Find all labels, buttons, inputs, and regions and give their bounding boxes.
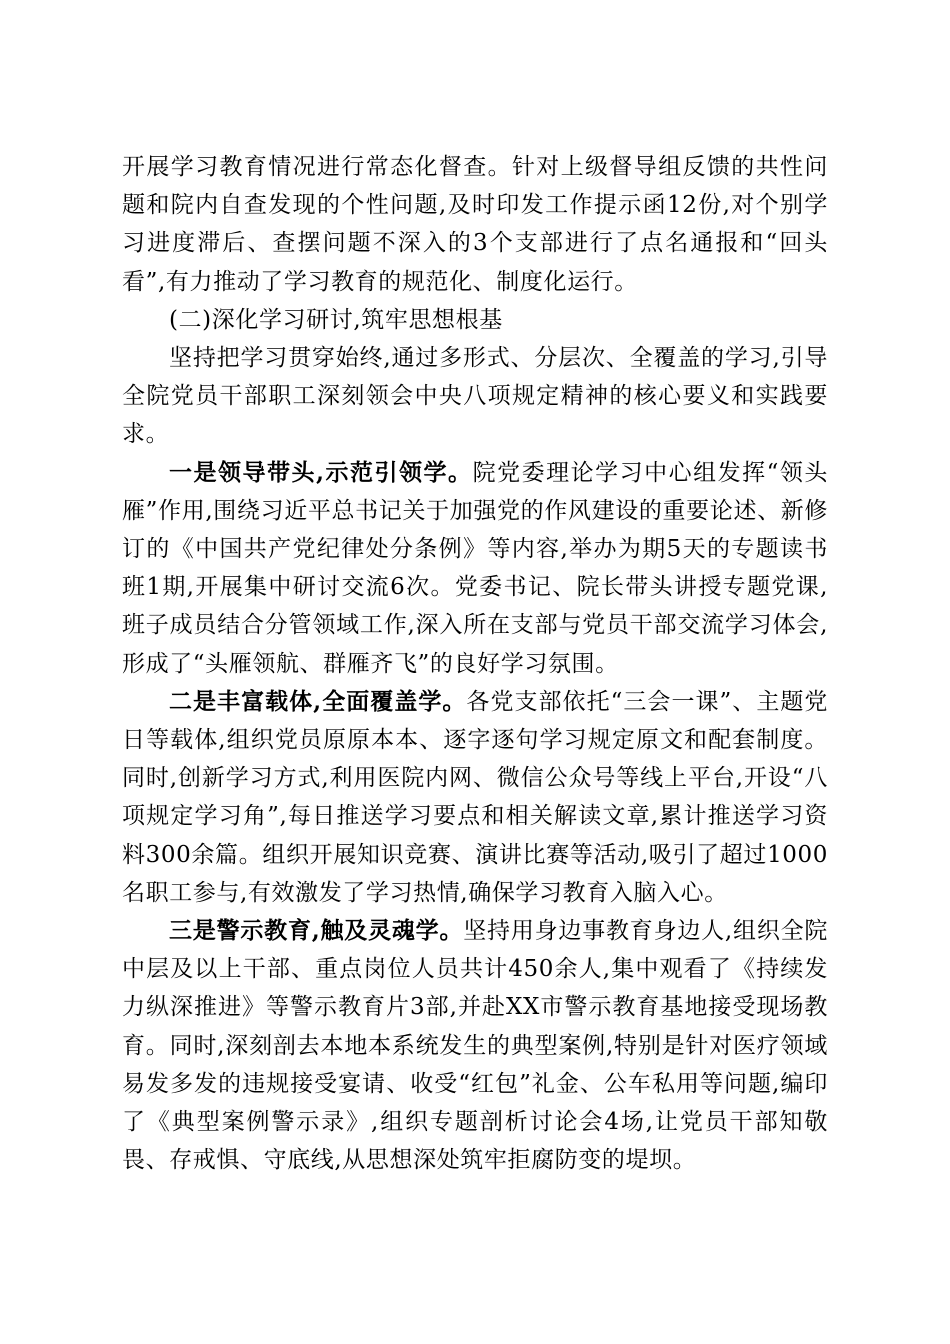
item-paragraph-1 [122,454,828,683]
section-heading: (二)深化学习研讨,筑牢思想根基 [169,306,503,333]
continuation-paragraph: 开展学习教育情况进行常态化督查。针对上级督导组反馈的共性问题和院内自查发现的个性问题,及时印发工作提示函12份,对个别学习进度滞后、查摆问题不深入的3个支部进行了点名通报和“回头看”,有力推动了学习教育的规范化、制度化运行。 [122,154,828,295]
item-body: 各党支部依托“三会一课”、主题党日等载体,组织党员原原本本、逐字逐句学习规定原文和配套制度。同时,创新学习方式,利用医院内网、微信公众号等线上平台,开设“八项规定学习角”,每日推送学习要点和相关解读文章,累计推送学习资料300余篇。组织开展知识竞赛、演讲比赛等活动,吸引了超过1000名职工参与,有效激发了学习热情,确保学习教育入脑入心。 [122,688,829,906]
item-lead: 一是领导带头,示范引领学。 [169,458,473,486]
item-lead: 二是丰富载体,全面覆盖学。 [169,687,467,715]
item-body: 坚持用身边事教育身边人,组织全院中层及以上干部、重点岗位人员共计450余人,集中观看了《持续发力纵深推进》等警示教育片3部,并赴XX市警示教育基地接受现场教育。同时,深刻剖去本地本系统发生的典型案例,特别是针对医疗领域易发多发的违规接受宴请、收受“红包”礼金、公车私用等问题,编印了《典型案例警示录》,组织专题剖析讨论会4场,让党员干部知敬畏、存戒惧、守底线,从思想深处筑牢拒腐防变的堤坝。 [122,918,828,1174]
intro-paragraph: 坚持把学习贯穿始终,通过多形式、分层次、全覆盖的学习,引导全院党员干部职工深刻领会中央八项规定精神的核心要义和实践要求。 [122,345,828,448]
item-paragraph-3 [122,912,828,1179]
item-body: 院党委理论学习中心组发挥“领头雁”作用,围绕习近平总书记关于加强党的作风建设的重要论述、新修订的《中国共产党纪律处分条例》等内容,举办为期5天的专题读书班1期,开展集中研讨交流6次。党委书记、院长带头讲授专题党课,班子成员结合分管领域工作,深入所在支部与党员干部交流学习体会,形成了“头雁领航、群雁齐飞”的良好学习氛围。 [122,459,828,677]
item-paragraph-2 [122,683,828,912]
item-lead: 三是警示教育,触及灵魂学。 [169,917,464,945]
document-page [122,148,828,1179]
